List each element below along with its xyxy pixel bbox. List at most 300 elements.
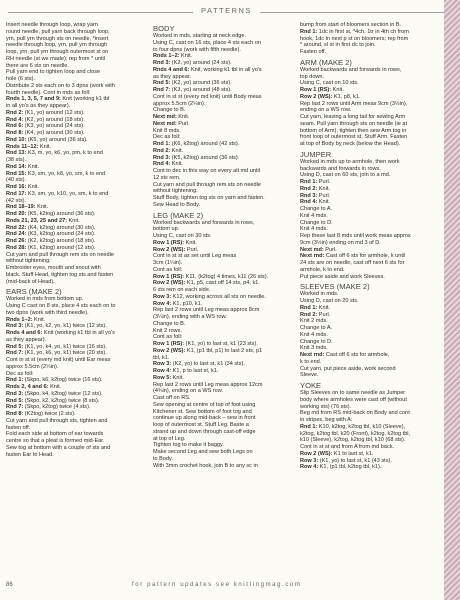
pattern-line — [300, 325, 436, 332]
pattern-line — [6, 252, 142, 259]
pattern-line — [153, 449, 289, 456]
pattern-line — [6, 218, 142, 225]
pattern-line — [6, 330, 142, 337]
pattern-line — [300, 424, 436, 431]
instruction-label: Rnd 4: — [6, 116, 24, 123]
pattern-line — [300, 451, 436, 458]
instruction-text: as they appear). — [6, 336, 47, 343]
instruction-text: top down. — [300, 73, 325, 80]
pattern-line — [300, 199, 436, 206]
pattern-line — [153, 220, 289, 227]
pattern-line — [6, 184, 142, 191]
instruction-text: Purl. — [185, 246, 199, 253]
pattern-line — [6, 103, 142, 110]
instruction-text: Knit 8 mds. — [153, 127, 181, 134]
instruction-text: bottom up. — [153, 226, 180, 233]
instruction-text: Stuff Body, tighten tog sts on yarn and fasten. — [153, 195, 265, 201]
instruction-text: (K4, k2tog) around (30 sts). — [26, 224, 96, 231]
pattern-line — [153, 463, 289, 470]
instruction-label: Rnd 3: — [153, 60, 171, 66]
instruction-text: RH needle (st we made); rep from * until — [6, 55, 105, 62]
instruction-text: Change to B. — [153, 107, 186, 114]
instruction-label: Row 3: — [300, 457, 319, 464]
instruction-text: Using C, cast on 10 sts. — [300, 80, 359, 87]
instruction-text: Using D, cast on 60 sts, join to a md. — [300, 172, 391, 179]
section-heading: JUMPER — [300, 149, 332, 159]
instruction-label: Rnd 13: — [6, 150, 27, 157]
pattern-line — [6, 29, 142, 36]
pattern-line — [153, 280, 289, 287]
pattern-line — [300, 213, 436, 220]
section-title: PATTERNS — [201, 6, 252, 15]
pattern-line — [300, 179, 436, 186]
pattern-line — [300, 107, 436, 114]
instruction-text: Knit. — [170, 161, 183, 168]
instruction-text: two dpns (work with third needle). — [6, 309, 89, 316]
column-3 — [300, 22, 436, 471]
instruction-label: Rnd 3: — [300, 192, 318, 199]
instruction-text: (K2, yo) around (36 sts). — [170, 80, 232, 87]
instruction-text: Knit. — [184, 239, 197, 246]
instruction-label: Rnd 7: — [6, 350, 24, 357]
pattern-line — [153, 247, 289, 254]
header-rule-left — [8, 12, 193, 13]
pattern-line — [300, 101, 436, 108]
pattern-line — [153, 361, 289, 368]
pattern-line — [6, 90, 142, 97]
pattern-line — [153, 47, 289, 54]
instruction-label: Row 2 (WS): — [153, 246, 186, 253]
pattern-line — [6, 431, 142, 438]
instruction-text: Knit 4 mds. — [300, 226, 328, 233]
pattern-line — [6, 384, 142, 391]
instruction-label: Rnd 10: — [6, 136, 27, 143]
instruction-text: to Body. — [153, 455, 173, 462]
pattern-line — [153, 175, 289, 182]
pattern-line — [153, 260, 289, 267]
instruction-label: Rnd 22: — [6, 224, 27, 231]
pattern-line — [6, 198, 142, 205]
instruction-text: K11, (k2tog) 4 times, k11 (26 sts). — [184, 273, 269, 280]
pattern-line — [153, 382, 289, 389]
pattern-line — [300, 260, 436, 267]
instruction-text: K1, p10, k1. — [171, 300, 203, 307]
instruction-text: front loop of outermost st. Stuff Arm. Fasten — [300, 134, 408, 141]
pattern-line — [300, 29, 436, 36]
instruction-text: Cast off 6 sts for armhole, k until — [324, 253, 406, 260]
instruction-text: Using C, cast on 16 sts, place 4 sts each on — [153, 39, 261, 46]
instruction-text: Purl. — [323, 246, 337, 253]
instruction-text: seam. Pull yarn through sts on needle (ie at — [300, 120, 407, 127]
instruction-text: Change to D. — [300, 338, 333, 345]
instruction-text: (K2, yo) to last st, k1 (34 sts). — [171, 361, 245, 368]
instruction-text: Using C cast on 8 sts, place 4 sts each on to — [6, 303, 116, 309]
pattern-line — [300, 247, 436, 254]
instruction-label: Rnds 2, 4 and 6: — [6, 384, 49, 390]
pattern-line — [300, 332, 436, 339]
pattern-line — [153, 422, 289, 429]
instruction-text: as they appear. — [153, 73, 191, 80]
instruction-text: (K5, yo) around (36 sts). — [26, 136, 88, 143]
instruction-label: Rnd 28: — [6, 244, 27, 251]
pattern-line — [153, 375, 289, 382]
instruction-text: Knit 2 rows. — [153, 327, 182, 334]
instruction-text: working sts) (76 sts). — [300, 403, 352, 410]
pattern-line — [6, 296, 142, 303]
instruction-text: Put piece aside and work Sleeves. — [300, 273, 385, 280]
instruction-text: Embroider eyes, mouth and snout with — [6, 265, 101, 271]
pattern-line — [153, 60, 289, 67]
pattern-line — [153, 456, 289, 463]
instruction-label: Rnd 14: — [6, 163, 27, 170]
instruction-text: Sew opening at centre of top of foot using — [153, 401, 256, 408]
pattern-line — [153, 80, 289, 87]
instruction-text: bottom of Arm), tighten then sew Arm tog in — [300, 127, 407, 134]
pattern-line — [153, 348, 289, 355]
pattern-line — [300, 318, 436, 325]
instruction-label: Rnd 4: — [153, 161, 171, 168]
instruction-label: Row 4: — [153, 368, 172, 374]
instruction-label: Row 1 (RS): — [153, 341, 185, 347]
instruction-text: (K3, yo) around (24 sts). — [23, 123, 85, 130]
pattern-line — [300, 159, 436, 166]
pattern-line — [300, 220, 436, 227]
instruction-label: Next md: — [300, 246, 324, 253]
instruction-text: loop, yrn, pull yrn through outermost st on — [6, 49, 109, 55]
instruction-text: Purl. — [317, 179, 331, 185]
instruction-text: (K1, yo) to last st, k1 (23 sts). — [184, 341, 258, 347]
instruction-label: Next rnd: — [300, 253, 325, 260]
instruction-text: Knit. — [32, 316, 46, 323]
pattern-line — [300, 458, 436, 465]
pattern-line — [6, 144, 142, 151]
instruction-text: Cast off on RS. — [153, 395, 191, 401]
instruction-text: (Skpo, k2, k2tog) twice (8 sts). — [23, 397, 100, 404]
pattern-line — [300, 359, 436, 366]
pattern-line — [153, 94, 289, 101]
instruction-label: Rnd 3: — [6, 390, 24, 397]
pattern-line — [6, 211, 142, 218]
pattern-line — [153, 287, 289, 294]
instruction-text: Cut yarn, leaving a long tail for sewing Arm — [300, 114, 406, 120]
instruction-text: K3, sm, yo, k10, yo, sm, k to end — [26, 190, 109, 197]
instruction-label: Row 1 (RS): — [153, 239, 185, 246]
instruction-text: in all yo's as they appear). — [6, 103, 71, 109]
pattern-line — [300, 372, 436, 379]
instruction-text: Rep last 2 rows until Arm meas 9cm (3½in), — [300, 100, 408, 107]
instruction-text: Worked in mds, starting at neck edge. — [153, 33, 247, 39]
instruction-text: Beg md from RS mid-back on Body and cont — [300, 410, 410, 417]
pattern-line — [300, 80, 436, 87]
instruction-label: Rnd 26: — [6, 238, 27, 244]
pattern-line — [153, 301, 289, 308]
pattern-line — [6, 56, 142, 63]
instruction-text: Cont to dec in this way on every alt md until — [153, 168, 260, 174]
pattern-line — [6, 245, 142, 252]
instruction-text: Fold each side at bottom of ear towards — [6, 431, 104, 438]
instruction-text: strand up and down through cast-off edge — [153, 428, 256, 435]
instruction-text: Knit. — [67, 217, 80, 224]
instruction-label: Rnd 5: — [6, 397, 24, 404]
instruction-text: Knit. — [35, 204, 49, 211]
pattern-line — [300, 417, 436, 424]
instruction-text: (3¼in), ending with a WS row. — [153, 314, 227, 320]
pattern-line — [300, 121, 436, 128]
pattern-line — [6, 110, 142, 117]
pattern-line — [300, 166, 436, 173]
instruction-text: Rep these last 8 mds until work meas approx — [300, 233, 411, 239]
instruction-text: Knit 3 mds. — [300, 345, 328, 352]
pattern-line — [153, 161, 289, 168]
instruction-text: (42 sts). — [6, 197, 27, 204]
instruction-text: Fasten off. — [300, 49, 327, 55]
instruction-label: Row 4: — [300, 464, 319, 471]
instruction-label: Rnd 5: — [6, 343, 24, 350]
pattern-line — [6, 69, 142, 76]
section-heading: EARS (MAKE 2) — [6, 287, 62, 297]
pattern-line — [6, 117, 142, 124]
instruction-text: backwards and forwards in rows. — [300, 165, 381, 172]
pattern-line — [153, 87, 289, 94]
pattern-line — [6, 317, 142, 324]
instruction-text: Knit. — [179, 53, 193, 60]
instruction-label: Rnd 7: — [6, 404, 24, 411]
instruction-text: (K4, yo) around (30 sts). — [23, 130, 85, 136]
instruction-text: Knit. — [317, 199, 330, 206]
instruction-text: Knit (working k1 tbl — [60, 96, 110, 103]
pattern-line — [153, 328, 289, 335]
instruction-text: body where armholes were cast off (without — [300, 396, 407, 403]
pattern-line — [300, 397, 436, 404]
pattern-line — [300, 274, 436, 281]
pattern-line — [6, 22, 142, 29]
instruction-text: at top of Leg. — [153, 435, 186, 442]
instruction-label: Rnds 21, 23, 25 and 27: — [6, 217, 68, 224]
pattern-line — [300, 193, 436, 200]
instruction-text: (K1, yo, k2, yo, k1) twice (12 sts). — [23, 323, 107, 330]
pattern-line — [300, 410, 436, 417]
instruction-text: Worked backwards and forwards in rows, — [300, 66, 402, 73]
instruction-text: K1, (p1 tbl, p1) to last 2 sts, p1 — [185, 347, 263, 354]
instruction-text: Cont in st st (every md knit) until Body meas — [153, 93, 262, 100]
page-edge-pattern — [444, 0, 460, 600]
pattern-line — [6, 357, 142, 364]
instruction-text: yrn, pull yrn through sts on needle, *insert — [6, 35, 109, 42]
instruction-text: Change to A. — [300, 325, 333, 331]
pattern-line — [300, 298, 436, 305]
instruction-text: Slip Sleeves on to same needle as Jumper — [300, 390, 406, 396]
instruction-label: Rnd 17: — [6, 190, 27, 197]
pattern-line — [153, 388, 289, 395]
pattern-line — [6, 452, 142, 459]
instruction-text: Dec as foll: — [153, 134, 181, 141]
pattern-line — [6, 344, 142, 351]
instruction-text: Knit. — [176, 114, 190, 120]
instruction-label: Row 5: — [153, 374, 172, 381]
instruction-text: K1, p5, cast off 14 sts, p4, k1. — [185, 280, 260, 287]
instruction-label: Rnd 18–19: — [6, 204, 36, 211]
pattern-line — [300, 74, 436, 81]
instruction-text: hook, 1dc in next p st on bloomers; rep from — [300, 35, 409, 42]
instruction-text: Knit. — [171, 374, 184, 381]
instruction-text: 24 sts are on needle, cast off next 6 sts for — [300, 260, 405, 266]
instruction-label: Row 2 (WS): — [300, 450, 333, 457]
instruction-text: K3, sm, yo, k8, yo, sm, k to end — [26, 170, 106, 177]
instruction-text: (Skpo, k2tog) twice (4 sts). — [23, 404, 91, 411]
pattern-line — [153, 107, 289, 114]
pattern-line — [153, 274, 289, 281]
instruction-text: approx 5.5cm (2¼in). — [153, 100, 206, 107]
instruction-text: (K3, yo) around (48 sts). — [170, 87, 232, 93]
pattern-line — [6, 398, 142, 405]
instruction-label: Row 1 (RS): — [300, 87, 332, 93]
instruction-label: Row 3: — [153, 293, 172, 300]
pattern-line — [153, 368, 289, 375]
instruction-label: Rnd 7: — [153, 87, 171, 93]
pattern-line — [6, 157, 142, 164]
pattern-line — [6, 303, 142, 310]
instruction-label: Rnd 2: — [300, 311, 318, 318]
instruction-label: Next md: — [153, 114, 177, 120]
pattern-line — [6, 42, 142, 49]
instruction-text: Cont as foll: — [153, 334, 183, 341]
instruction-text: Knit. — [317, 304, 330, 311]
pattern-line — [6, 231, 142, 238]
instruction-text: armhole, k to end. — [300, 266, 345, 273]
pattern-line — [300, 22, 436, 29]
pattern-line — [6, 204, 142, 211]
pattern-line — [300, 352, 436, 359]
pattern-line — [300, 128, 436, 135]
pattern-line — [153, 53, 289, 60]
section-heading: LEG (MAKE 2) — [153, 210, 204, 220]
pattern-line — [6, 425, 142, 432]
pattern-line — [300, 404, 436, 411]
pattern-line — [6, 265, 142, 272]
instruction-text: (Skpo, k6, k2tog) twice (16 sts). — [23, 377, 103, 384]
section-heading: BODY — [153, 24, 175, 33]
pattern-line — [6, 225, 142, 232]
instruction-text: ending on a WS row. — [300, 107, 352, 114]
pattern-line — [300, 312, 436, 319]
instruction-text: continue up along mid-back – sew in front — [153, 415, 256, 422]
instruction-text: Worked in mds from bottom up. — [6, 296, 84, 303]
instruction-label: Rnd 1: — [300, 423, 318, 430]
instruction-text: K1, p to last st, k1. — [171, 368, 219, 374]
instruction-text: (K1, yo) around (12 sts). — [23, 109, 85, 116]
pattern-line — [6, 164, 142, 171]
pattern-line — [6, 191, 142, 198]
instruction-text: 6 sts rem on each side. — [153, 287, 211, 293]
instruction-label: Rnd 8: — [6, 130, 24, 136]
instruction-text: Worked backwards and forwards in rows, — [153, 219, 255, 226]
instruction-text: Knit 2 mds. — [300, 318, 328, 325]
pattern-line — [153, 202, 289, 209]
pattern-line — [6, 411, 142, 418]
pattern-line — [300, 291, 436, 298]
pattern-line — [153, 128, 289, 135]
pattern-line — [153, 314, 289, 321]
instruction-label: Rnd 1: — [300, 179, 318, 185]
instruction-label: Rnds 4 and 6: — [153, 66, 190, 73]
pattern-line — [153, 155, 289, 162]
instruction-text: (K1, yo, k6, yo, k1) twice (20 sts). — [23, 350, 107, 357]
pattern-line — [300, 141, 436, 148]
pattern-line — [6, 49, 142, 56]
pattern-line — [300, 366, 436, 373]
pattern-line — [6, 258, 142, 265]
instruction-text: in stripes, beg with A: — [300, 417, 353, 423]
instruction-text: Purl. — [176, 120, 190, 127]
pattern-line — [153, 233, 289, 240]
instruction-text: round needle, pull yarn back through loop, — [6, 28, 110, 35]
instruction-label: Rnd 20: — [6, 211, 27, 217]
instruction-label: Rnds 1–2: — [153, 53, 180, 60]
pattern-line — [6, 418, 142, 425]
pattern-line — [300, 431, 436, 438]
instruction-text: Cast off 6 sts for armhole, — [324, 352, 390, 358]
pattern-line — [153, 402, 289, 409]
instruction-text: Worked in mds up to armhole, then work — [300, 158, 400, 165]
instruction-text: Sew tog at bottom with a couple of sts and — [6, 444, 111, 451]
instruction-text: Knit 4 mds. — [300, 331, 328, 338]
instruction-text: Knit, working k1 tbl in all yo's — [189, 66, 262, 73]
instruction-text: Knit. — [317, 185, 330, 192]
instruction-label: Rnd 3: — [153, 154, 171, 161]
instruction-text: to four dpns (work with fifth needle). — [153, 46, 241, 53]
pattern-line — [300, 437, 436, 444]
section-heading: ARM (MAKE 2) — [300, 57, 352, 67]
instruction-text: (mid-back of Head). — [6, 278, 55, 285]
pattern-line — [6, 130, 142, 137]
instruction-text: (K5, k2tog) around (36 sts). — [170, 154, 240, 161]
instruction-text: Cont in st st (every md knit) until Ear meas — [6, 357, 111, 363]
instruction-text: * around, sl st in first dc to join. — [300, 42, 376, 49]
instruction-text: (K2tog) twice (2 sts). — [23, 411, 76, 417]
pattern-line — [300, 49, 436, 56]
instruction-label: Rnd 1: — [153, 141, 171, 147]
instruction-text: Cut yarn, put piece aside, work second — [300, 365, 396, 372]
instruction-text: without tightening. — [153, 188, 198, 195]
pattern-line — [300, 464, 436, 471]
instruction-text: black. Stuff Head, tighten tog sts and fasten — [6, 271, 114, 278]
instruction-text: K3, m, yo, k6, yo, pm, k to end — [26, 150, 103, 157]
pattern-line — [300, 186, 436, 193]
instruction-text: Knit. — [38, 143, 52, 150]
instruction-text: (K1, yo) to last st, k1 (43 sts). — [318, 457, 392, 464]
instruction-text: there are 6 sts on needle. — [6, 62, 69, 69]
pattern-line — [153, 321, 289, 328]
instruction-text: Knit. — [48, 384, 62, 390]
instruction-label: Rnd 5: — [153, 80, 171, 87]
pattern-line — [6, 404, 142, 411]
pattern-line — [6, 371, 142, 378]
instruction-label: Rnd 15: — [6, 170, 27, 177]
pattern-line — [153, 355, 289, 362]
instruction-text: (K2, yo) around (18 sts). — [23, 116, 85, 123]
pattern-line — [6, 76, 142, 83]
instruction-text: Distribute 2 sts each on to 3 dpns (work with — [6, 82, 115, 89]
pattern-line — [6, 177, 142, 184]
instruction-text: 3cm (1¼in). — [153, 260, 183, 266]
pattern-line — [300, 345, 436, 352]
pattern-line — [153, 341, 289, 348]
pattern-line — [6, 96, 142, 103]
instruction-text: Change to B. — [153, 320, 186, 327]
instruction-label: Rnd 1: — [300, 304, 318, 311]
instruction-label: Next rnd: — [300, 352, 325, 358]
pattern-line — [6, 337, 142, 344]
